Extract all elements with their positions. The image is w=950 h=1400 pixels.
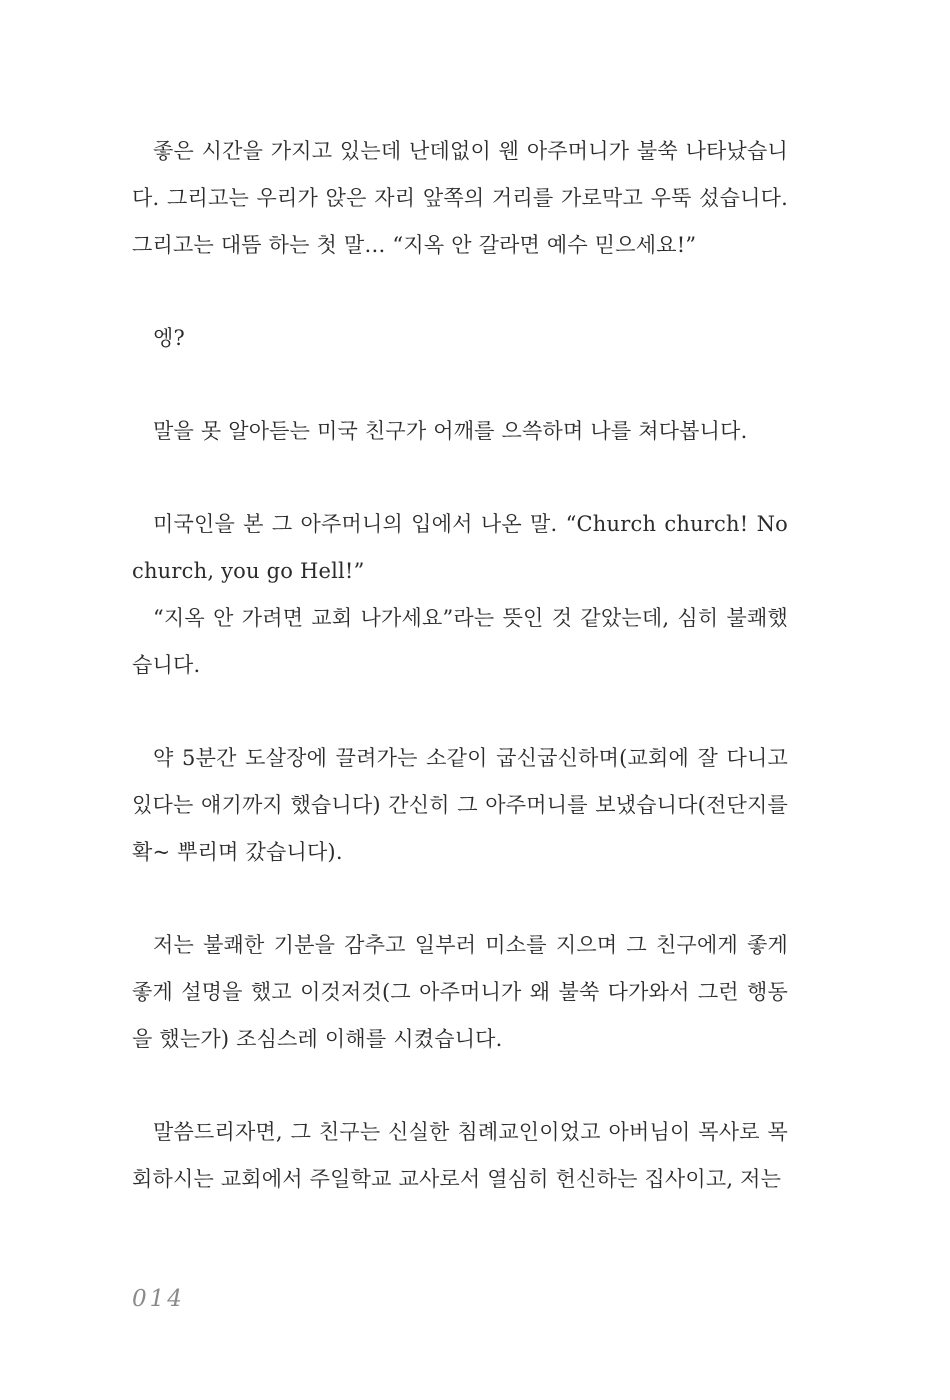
paragraph-1: 좋은 시간을 가지고 있는데 난데없이 웬 아주머니가 불쑥 나타났습니다. 그리고는 우리가 앉은 자리 앞쪽의 거리를 가로막고 우뚝 섰습니다. 그리고는 대뜸 하는 첫 말… “지옥 안 갈라면 예수 믿으세요!” bbox=[132, 139, 788, 257]
paragraph-gap bbox=[132, 269, 788, 315]
paragraph-7: 저는 불쾌한 기분을 감추고 일부러 미소를 지으며 그 친구에게 좋게 좋게 설명을 했고 이것저것(그 아주머니가 왜 불쑥 다가와서 그런 행동을 했는가) 조심스레 이해를 시켰습니다. bbox=[132, 933, 788, 1051]
body-text bbox=[132, 128, 788, 1203]
paragraph-gap bbox=[132, 455, 788, 501]
paragraph-6: 약 5분간 도살장에 끌려가는 소같이 굽신굽신하며(교회에 잘 다니고 있다는 얘기까지 했습니다) 간신히 그 아주머니를 보냈습니다(전단지를 확~ 뿌리며 갔습니다). bbox=[132, 746, 788, 864]
paragraph-gap bbox=[132, 689, 788, 735]
paragraph-8: 말씀드리자면, 그 친구는 신실한 침례교인이었고 아버님이 목사로 목회하시는 교회에서 주일학교 교사로서 열심히 헌신하는 집사이고, 저는 bbox=[132, 1120, 788, 1191]
paragraph-gap bbox=[132, 1063, 788, 1109]
paragraph-5: “지옥 안 가려면 교회 나가세요”라는 뜻인 것 같았는데, 심히 불쾌했습니다. bbox=[132, 606, 788, 677]
paragraph-2: 엥? bbox=[153, 326, 185, 350]
page-number: 014 bbox=[132, 1286, 185, 1312]
paragraph-4: 미국인을 본 그 아주머니의 입에서 나온 말. “Church church! No church, you go Hell!” bbox=[132, 512, 789, 583]
paragraph-3: 말을 못 알아듣는 미국 친구가 어깨를 으쓱하며 나를 쳐다봅니다. bbox=[153, 419, 748, 443]
paragraph-gap bbox=[132, 362, 788, 408]
paragraph-gap bbox=[132, 876, 788, 922]
